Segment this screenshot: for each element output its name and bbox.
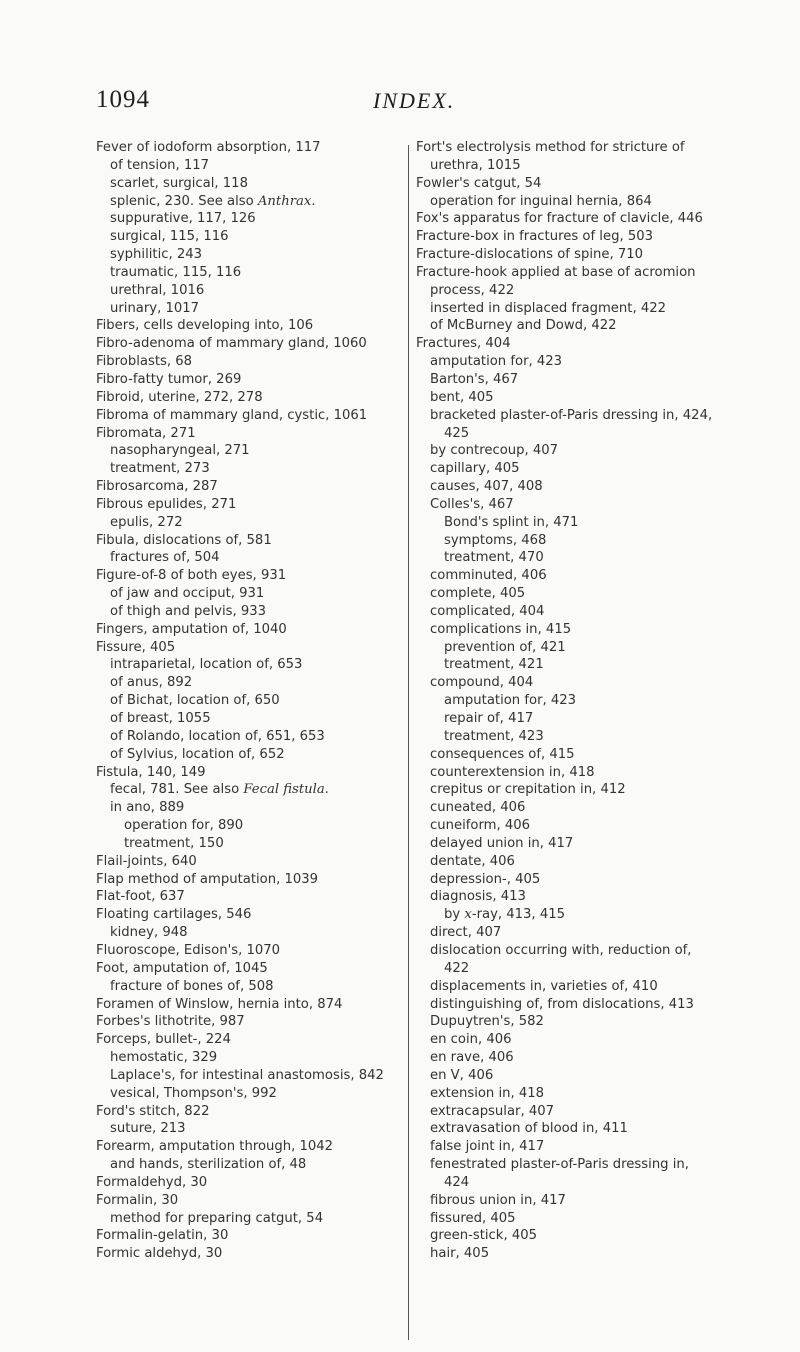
index-entry-text: cuneiform, 406 [430,818,531,834]
index-entry-text: displacements in, varieties of, 410 [430,978,658,994]
index-entry [430,621,716,639]
index-entry [430,817,716,835]
index-entry [96,1031,446,1049]
index-entry-text: Fingers, amputation of, 1040 [96,621,287,637]
index-entry [430,442,716,460]
index-entry-text: method for preparing catgut, 54 [110,1210,324,1226]
index-entry [430,371,716,389]
index-entry-text: prevention of, 421 [444,639,566,655]
index-entry [430,1031,716,1049]
index-entry [430,1049,716,1067]
index-entry-text: of Rolando, location of, 651, 653 [110,728,325,744]
index-entry-text: amputation for, 423 [430,354,563,370]
index-entry-text: counterextension in, 418 [430,764,595,780]
index-entry [444,532,716,550]
index-entry-text: Foramen of Winslow, hernia into, 874 [96,996,343,1012]
index-entry [430,1013,716,1031]
index-entry [430,746,716,764]
index-entry-text: epulis, 272 [110,514,183,530]
index-entry-text: complications in, 415 [430,621,572,637]
index-entry [96,871,446,889]
index-entry [430,888,716,906]
index-entry [430,193,716,211]
index-entry-text: compound, 404 [430,675,534,691]
index-entry-text: in ano, 889 [110,800,185,816]
index-entry-crossref: Fecal fistula. [243,782,329,798]
index-entry [96,496,446,514]
index-entry [110,175,446,193]
index-entry-text: suture, 213 [110,1121,186,1137]
index-entry-text: Fibromata, 271 [96,425,196,441]
index-entry [430,407,716,443]
index-entry-text: intraparietal, location of, 653 [110,657,303,673]
index-entry-text: capillary, 405 [430,461,520,477]
index-entry-text: Fox's apparatus for fracture of clavicle, 446 [416,211,703,227]
index-entry-text: dislocation occurring with, reduction of, 422 [430,942,692,976]
index-entry-text: Formic aldehyd, 30 [96,1246,223,1262]
index-entry [110,746,446,764]
index-entry-text: Fibroid, uterine, 272, 278 [96,389,263,405]
index-entry-text: operation for, 890 [124,818,244,834]
index-entry-text: fracture of bones of, 508 [110,978,274,994]
index-entry [110,1156,446,1174]
index-entry [96,960,446,978]
index-entry-text: bent, 405 [430,389,494,405]
running-head: INDEX. [373,88,456,113]
index-entry [430,1192,716,1210]
index-entry [416,246,716,264]
index-entry-text: of Sylvius, location of, 652 [110,746,285,762]
index-entry-text: kidney, 948 [110,925,188,941]
index-entry-text: Fort's electrolysis method for stricture of urethra, 1015 [416,140,685,173]
index-entry-text: suppurative, 117, 126 [110,211,256,227]
index-entry [110,1085,446,1103]
index-entry [444,549,716,567]
index-entry-text: repair of, 417 [444,711,534,726]
index-entry [96,996,446,1014]
index-entry-text: Ford's stitch, 822 [96,1103,210,1119]
index-entry-text: bracketed plaster-of-Paris dressing in, 424, 425 [430,407,713,441]
index-entry [110,710,446,728]
index-entry [96,353,446,371]
index-entry [110,264,446,282]
index-entry-text: urinary, 1017 [110,300,200,316]
index-entry [110,193,446,211]
index-entry-text: Fracture-dislocations of spine, 710 [416,247,644,263]
index-entry-text: of jaw and occiput, 931 [110,586,265,602]
index-entry [110,1067,446,1085]
index-entry [110,1049,446,1067]
index-entry [430,942,716,978]
index-entry [430,1103,716,1121]
index-entry-text: by [444,907,465,923]
index-entry [96,853,446,871]
index-entry [430,853,716,871]
index-entry-text: fissured, 405 [430,1210,516,1226]
index-entry-text: Fibro-fatty tumor, 269 [96,371,242,387]
index-entry-text: dentate, 406 [430,853,515,869]
index-entry-text: operation for inguinal hernia, 864 [430,193,652,209]
index-entry [430,585,716,603]
index-entry-text: Laplace's, for intestinal anastomosis, 842 [110,1067,384,1083]
index-entry-text: fibrous union in, 417 [430,1192,566,1208]
index-entry [124,817,446,835]
index-entry [430,1085,716,1103]
index-entry [124,835,446,853]
index-entry [430,781,716,799]
index-entry-text: Forbes's lithotrite, 987 [96,1014,245,1030]
index-entry-crossref: x [464,907,472,923]
index-entry [430,496,716,514]
index-entry [416,139,716,175]
index-entry-text: Fissure, 405 [96,639,176,655]
index-entry-text: Fracture-box in fractures of leg, 503 [416,229,653,245]
index-entry-text: Flail-joints, 640 [96,853,197,869]
index-entry-text: Fluoroscope, Edison's, 1070 [96,942,281,958]
index-entry [110,1210,446,1228]
index-entry-text: Barton's, 467 [430,371,519,387]
index-entry [96,639,446,657]
index-entry-text: causes, 407, 408 [430,479,543,495]
index-entry [430,1227,716,1245]
index-entry-text: complicated, 404 [430,603,545,619]
index-entry-text: Formaldehyd, 30 [96,1174,208,1190]
index-entry [430,353,716,371]
index-entry [110,246,446,264]
index-entry [430,478,716,496]
index-entry-text: Formalin-gelatin, 30 [96,1228,229,1244]
index-entry [430,300,716,318]
index-entry [110,728,446,746]
index-column-left [96,139,446,1263]
index-entry [444,639,716,657]
index-entry-text: en V, 406 [430,1067,494,1083]
index-entry-text: urethral, 1016 [110,282,205,298]
index-entry [430,389,716,407]
index-entry-text: delayed union in, 417 [430,835,574,851]
index-entry [96,888,446,906]
index-entry [444,692,716,710]
index-entry [110,781,446,799]
index-entry-text: Fibroblasts, 68 [96,354,193,370]
index-entry-text: depression-, 405 [430,871,541,887]
index-entry-text: of McBurney and Dowd, 422 [430,318,617,334]
index-column-right [416,139,716,1263]
index-entry [96,317,446,335]
index-entry [430,924,716,942]
index-entry [416,228,716,246]
index-entry-text: treatment, 273 [110,461,210,477]
index-entry-text: Fibula, dislocations of, 581 [96,532,272,548]
index-entry-text: treatment, 470 [444,550,544,566]
index-entry [110,442,446,460]
index-entry-text: by contrecoup, 407 [430,443,559,459]
index-entry-text: fenestrated plaster-of-Paris dressing in, 424 [430,1157,689,1190]
index-entry [96,942,446,960]
index-entry [430,764,716,782]
index-entry-text: comminuted, 406 [430,568,547,584]
index-entry-text: Fibrosarcoma, 287 [96,479,218,495]
index-entry [110,514,446,532]
index-entry-text: symptoms, 468 [444,532,547,548]
index-entry [110,157,446,175]
index-entry [110,978,446,996]
index-entry [110,924,446,942]
index-entry-text: Dupuytren's, 582 [430,1014,544,1030]
index-entry [430,1156,716,1192]
index-entry [430,674,716,692]
index-entry [444,514,716,532]
index-entry [430,603,716,621]
index-entry [96,478,446,496]
index-entry-text: inserted in displaced fragment, 422 [430,300,666,316]
index-entry-text: and hands, sterilization of, 48 [110,1157,307,1173]
index-entry-text: Flap method of amputation, 1039 [96,871,319,887]
index-entry-text: diagnosis, 413 [430,889,526,905]
index-entry-text: complete, 405 [430,586,526,602]
index-entry [110,656,446,674]
index-entry [110,692,446,710]
page-number: 1094 [96,86,150,113]
index-entry [96,407,446,425]
index-entry-text: Foot, amputation of, 1045 [96,960,268,976]
index-entry-text: consequences of, 415 [430,746,575,762]
index-entry [96,1227,446,1245]
index-entry-text: extravasation of blood in, 411 [430,1121,628,1137]
index-entry-suffix: -ray, 413, 415 [471,907,565,923]
index-entry-text: extension in, 418 [430,1085,545,1101]
index-entry [110,282,446,300]
index-entry-text: of tension, 117 [110,157,210,173]
column-divider [408,145,409,1340]
index-entry [416,175,716,193]
index-entry-text: scarlet, surgical, 118 [110,175,248,191]
index-entry [96,1245,446,1263]
index-entry-text: distinguishing of, from dislocations, 413 [430,996,694,1012]
index-entry-text: Figure-of-8 of both eyes, 931 [96,568,287,584]
index-entry [96,1138,446,1156]
index-entry [96,906,446,924]
index-entry [96,1013,446,1031]
index-entry [430,1120,716,1138]
index-entry-text: cuneated, 406 [430,800,526,816]
index-entry-text: Forceps, bullet-, 224 [96,1032,231,1048]
index-entry [430,996,716,1014]
index-entry-text: Fibrous epulides, 271 [96,496,237,512]
index-entry [96,567,446,585]
index-entry [110,674,446,692]
index-entry [444,656,716,674]
index-entry [96,389,446,407]
index-entry-text: traumatic, 115, 116 [110,264,242,280]
index-entry-text: Fibroma of mammary gland, cystic, 1061 [96,407,368,423]
index-entry [416,335,716,353]
index-entry-text: nasopharyngeal, 271 [110,443,250,459]
index-entry [444,728,716,746]
index-entry-text: syphilitic, 243 [110,247,203,263]
index-entry [430,317,716,335]
index-entry-text: treatment, 150 [124,835,224,851]
index-entry-text: Fibers, cells developing into, 106 [96,318,314,334]
index-entry-text: fractures of, 504 [110,550,220,566]
index-entry-text: Floating cartilages, 546 [96,907,252,923]
index-entry [430,1245,716,1263]
index-entry [430,978,716,996]
index-entry [110,300,446,318]
index-entry-text: Forearm, amputation through, 1042 [96,1139,334,1155]
index-entry [96,1103,446,1121]
index-entry-text: of Bichat, location of, 650 [110,693,280,709]
index-entry [110,549,446,567]
index-entry [110,799,446,817]
index-entry-text: Fowler's catgut, 54 [416,175,542,191]
index-entry-text: Formalin, 30 [96,1192,179,1208]
index-entry-text: of anus, 892 [110,675,193,691]
index-entry-text: treatment, 421 [444,657,544,673]
index-entry-text: Bond's splint in, 471 [444,514,579,530]
index-entry-text: Fibro-adenoma of mammary gland, 1060 [96,336,367,352]
index-entry [430,1210,716,1228]
index-entry-crossref: Anthrax. [257,193,316,209]
index-entry-text: amputation for, 423 [444,693,577,709]
index-entry-text: en coin, 406 [430,1032,512,1048]
index-entry [430,567,716,585]
index-entry-text: Fracture-hook applied at base of acromion process, 422 [416,264,696,298]
index-entry-text: extracapsular, 407 [430,1103,555,1119]
index-entry-text: Fractures, 404 [416,336,511,352]
index-entry [430,835,716,853]
index-entry [444,710,716,728]
index-entry-text: surgical, 115, 116 [110,229,229,245]
index-entry-text: false joint in, 417 [430,1139,545,1155]
index-entry-text: Fistula, 140, 149 [96,764,206,780]
index-entry [96,425,446,443]
index-entry [96,532,446,550]
index-entry-text: Colles's, 467 [430,496,514,512]
index-entry-text: treatment, 423 [444,728,544,744]
index-entry [430,1067,716,1085]
index-entry-text: vesical, Thompson's, 992 [110,1085,277,1101]
index-entry [430,799,716,817]
index-entry-text: hemostatic, 329 [110,1050,218,1066]
index-entry [430,460,716,478]
index-entry [110,210,446,228]
index-entry-text: en rave, 406 [430,1050,514,1066]
index-entry-text: Fever of iodoform absorption, 117 [96,140,321,155]
index-entry-text: of thigh and pelvis, 933 [110,603,267,619]
index-entry [110,228,446,246]
index-entry-text: direct, 407 [430,925,502,941]
index-entry [96,335,446,353]
page-header [0,86,800,126]
index-entry [96,371,446,389]
index-entry-text: fecal, 781. See also [110,782,244,798]
index-entry [430,1138,716,1156]
index-entry [96,621,446,639]
index-entry [110,603,446,621]
index-entry-text: splenic, 230. See also [110,193,258,209]
index-entry [96,1174,446,1192]
index-entry [430,871,716,889]
index-entry [416,264,716,300]
index-entry [96,139,446,157]
index-entry [416,210,716,228]
index-entry-text: green-stick, 405 [430,1228,537,1244]
index-entry [444,906,716,924]
index-entry [96,764,446,782]
index-entry [96,1192,446,1210]
index-entry [110,585,446,603]
index-entry-text: of breast, 1055 [110,711,211,726]
index-entry [110,460,446,478]
index-entry-text: crepitus or crepitation in, 412 [430,782,626,798]
index-entry-text: Flat-foot, 637 [96,889,185,905]
index-entry [110,1120,446,1138]
index-entry-text: hair, 405 [430,1246,490,1262]
